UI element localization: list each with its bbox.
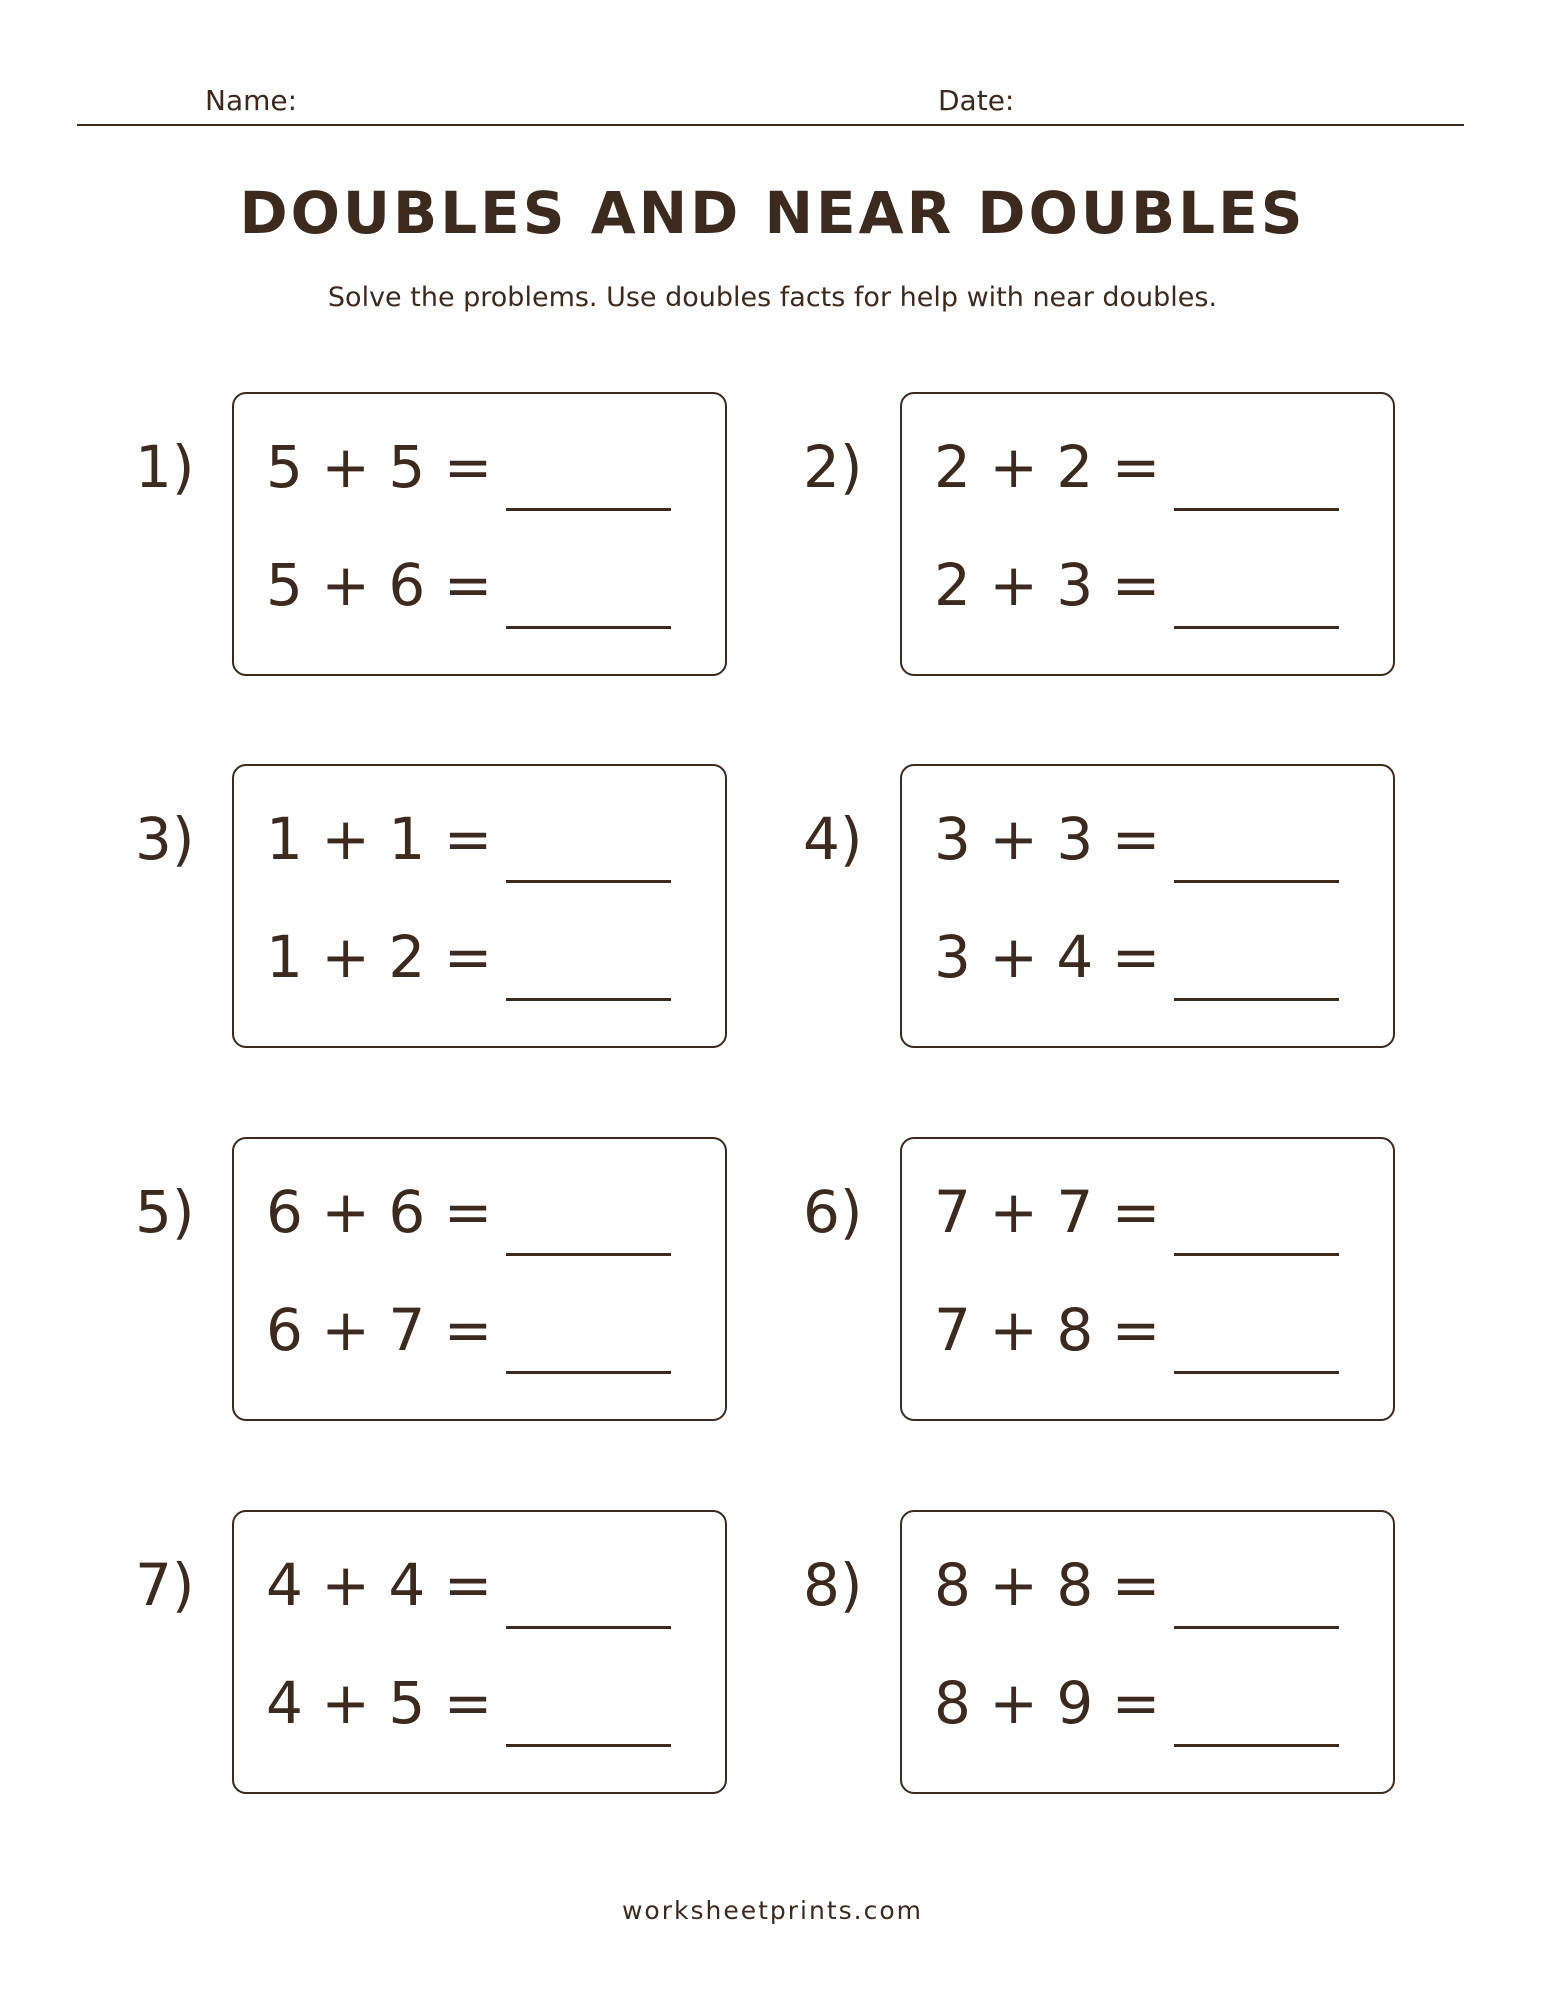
answer-blank[interactable] (1174, 1253, 1339, 1256)
answer-blank[interactable] (1174, 1371, 1339, 1374)
problem-7 (75, 1510, 795, 1800)
answer-blank[interactable] (506, 508, 671, 511)
problem-8 (743, 1510, 1463, 1800)
answer-blank[interactable] (1174, 508, 1339, 511)
answer-blank[interactable] (506, 880, 671, 883)
problem-number: 5) (135, 1178, 195, 1246)
worksheet-instructions: Solve the problems. Use doubles facts for help with near doubles. (327, 282, 1218, 313)
answer-blank[interactable] (1174, 998, 1339, 1001)
near-double-equation: 6 + 7 = (266, 1296, 493, 1364)
problem-box (900, 1137, 1395, 1421)
problem-number: 1) (135, 433, 195, 501)
answer-blank[interactable] (506, 626, 671, 629)
problem-box (232, 1510, 727, 1794)
problem-3 (75, 764, 795, 1054)
answer-blank[interactable] (1174, 1626, 1339, 1629)
answer-blank[interactable] (506, 1253, 671, 1256)
double-equation: 1 + 1 = (266, 805, 493, 873)
answer-blank[interactable] (506, 1371, 671, 1374)
problem-5 (75, 1137, 795, 1427)
problem-number: 3) (135, 805, 195, 873)
answer-blank[interactable] (1174, 1744, 1339, 1747)
double-equation: 3 + 3 = (934, 805, 1161, 873)
double-equation: 2 + 2 = (934, 433, 1161, 501)
problem-1 (75, 392, 795, 682)
problem-box (232, 392, 727, 676)
near-double-equation: 2 + 3 = (934, 551, 1161, 619)
worksheet-title: DOUBLES AND NEAR DOUBLES (239, 179, 1306, 247)
near-double-equation: 7 + 8 = (934, 1296, 1161, 1364)
double-equation: 5 + 5 = (266, 433, 493, 501)
near-double-equation: 8 + 9 = (934, 1669, 1161, 1737)
problem-number: 4) (803, 805, 863, 873)
double-equation: 6 + 6 = (266, 1178, 493, 1246)
problem-number: 8) (803, 1551, 863, 1619)
answer-blank[interactable] (506, 998, 671, 1001)
name-label: Name: (205, 84, 298, 117)
problem-4 (743, 764, 1463, 1054)
date-label: Date: (938, 84, 1015, 117)
answer-blank[interactable] (1174, 626, 1339, 629)
near-double-equation: 4 + 5 = (266, 1669, 493, 1737)
problem-box (232, 1137, 727, 1421)
problem-number: 6) (803, 1178, 863, 1246)
header-rule (77, 124, 1464, 126)
answer-blank[interactable] (506, 1744, 671, 1747)
answer-blank[interactable] (1174, 880, 1339, 883)
double-equation: 7 + 7 = (934, 1178, 1161, 1246)
problem-6 (743, 1137, 1463, 1427)
problem-box (900, 764, 1395, 1048)
problem-box (900, 392, 1395, 676)
problem-box (232, 764, 727, 1048)
problem-number: 2) (803, 433, 863, 501)
problem-number: 7) (135, 1551, 195, 1619)
double-equation: 8 + 8 = (934, 1551, 1161, 1619)
near-double-equation: 5 + 6 = (266, 551, 493, 619)
footer-website: worksheetprints.com (621, 1896, 924, 1925)
near-double-equation: 1 + 2 = (266, 923, 493, 991)
answer-blank[interactable] (506, 1626, 671, 1629)
double-equation: 4 + 4 = (266, 1551, 493, 1619)
problem-2 (743, 392, 1463, 682)
near-double-equation: 3 + 4 = (934, 923, 1161, 991)
problem-box (900, 1510, 1395, 1794)
